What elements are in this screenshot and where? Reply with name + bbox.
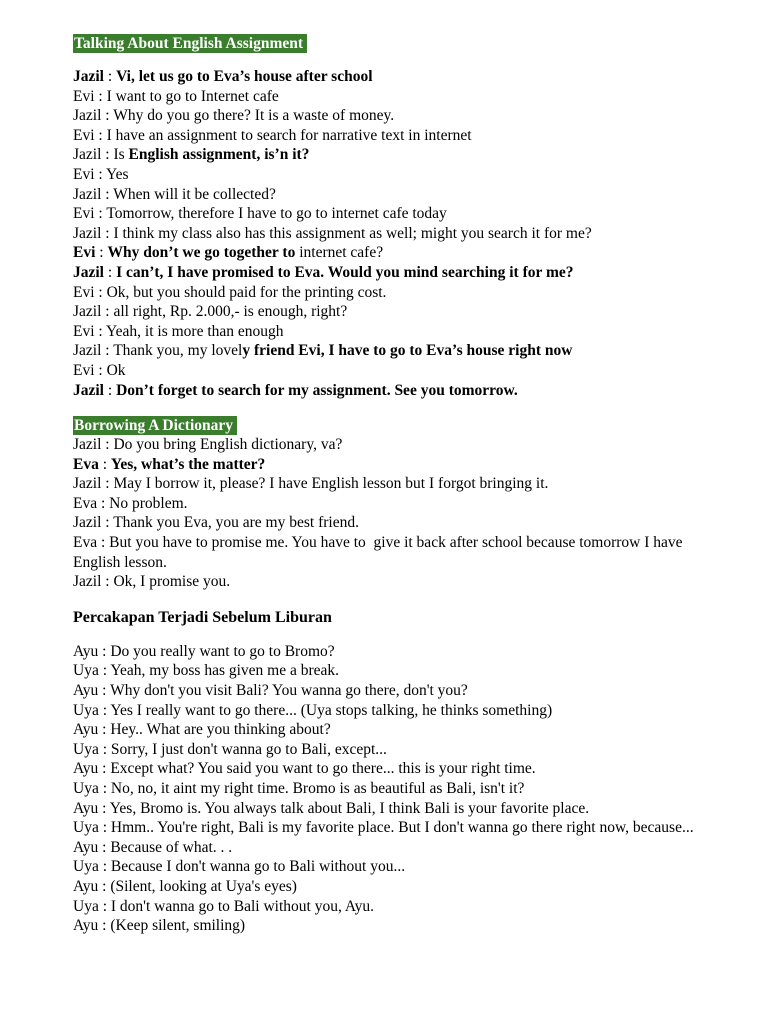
dialogue-lines <box>73 67 703 400</box>
line-text: Do you really want to go to Bromo? <box>110 642 335 660</box>
line-text: Because of what. . . <box>110 838 233 856</box>
dialogue-line: Jazil : all right, Rp. 2.000,- is enough, right? <box>73 303 348 321</box>
line-text: Is <box>113 146 129 164</box>
dialogue-line: Ayu : Why don't you visit Bali? You wanna go there, don't you? <box>73 682 468 700</box>
line-text: Sorry, I just don't wanna go to Bali, except... <box>110 740 387 758</box>
dialogue-line: Jazil : Why do you go there? It is a waste of money. <box>73 107 395 125</box>
line-text: But you have to promise me. You have to give it back after school because tomorrow I have English lesson. <box>73 534 687 571</box>
line-text: Hey.. What are you thinking about? <box>110 721 331 739</box>
speaker-name: Ayu <box>73 917 99 935</box>
speaker-name: Uya <box>73 858 99 876</box>
line-text: I want to go to Internet cafe <box>106 87 279 105</box>
dialogue-line: Ayu : Because of what. . . <box>73 838 233 856</box>
line-text: Ok, but you should paid for the printing cost. <box>106 283 387 301</box>
section-heading: Percakapan Terjadi Sebelum Liburan <box>73 608 332 626</box>
line-text: Thank you, my lovel <box>113 342 243 360</box>
line-text: May I borrow it, please? I have English lesson but I forgot bringing it. <box>113 475 549 493</box>
speaker-name: Jazil <box>73 381 104 399</box>
line-text: Yes, Bromo is. You always talk about Bali, I think Bali is your favorite place. <box>109 799 590 817</box>
dialogue-line: Evi : I have an assignment to search for narrative text in internet <box>73 126 472 144</box>
line-text: I think my class also has this assignment as well; might you search it for me? <box>113 224 592 242</box>
dialogue-line: Jazil : I can’t, I have promised to Eva. Would you mind searching it for me? <box>73 263 574 281</box>
speaker-name: Ayu <box>73 877 99 895</box>
speaker-name: Evi <box>73 244 96 262</box>
line-text: Ok <box>106 361 126 379</box>
line-text: Because I don't wanna go to Bali without you... <box>110 858 406 876</box>
dialogue-line: Uya : I don't wanna go to Bali without you, Ayu. <box>73 897 375 915</box>
dialogue-line: Ayu : Yes, Bromo is. You always talk about Bali, I think Bali is your favorite place. <box>73 799 590 817</box>
dialogue-line: Ayu : Do you really want to go to Bromo? <box>73 642 335 660</box>
dialogue-line: Jazil : Thank you, my lovely friend Evi, I have to go to Eva’s house right now <box>73 342 573 360</box>
dialogue-line: Jazil : Do you bring English dictionary, va? <box>73 436 343 454</box>
dialogue-line: Uya : Yes I really want to go there... (Uya stops talking, he thinks something) <box>73 701 553 719</box>
speaker-name: Jazil <box>73 303 102 321</box>
speaker-name: Jazil <box>73 185 102 203</box>
dialogue-line: Eva : Yes, what’s the matter? <box>73 455 266 473</box>
speaker-name: Uya <box>73 780 99 797</box>
line-text: Yeah, it is more than enough <box>106 322 284 340</box>
dialogue-line: Ayu : (Silent, looking at Uya's eyes) <box>73 877 297 895</box>
speaker-name: Jazil <box>73 475 102 493</box>
dialogue-line: Evi : Yes <box>73 165 129 183</box>
speaker-name: Evi <box>73 205 95 223</box>
dialogue-line: Uya : Sorry, I just don't wanna go to Bali, except... <box>73 740 387 758</box>
dialogue-line: Eva : No problem. <box>73 494 188 512</box>
speaker-name: Evi <box>73 165 95 183</box>
speaker-name: Uya <box>73 662 99 680</box>
speaker-name: Jazil <box>73 146 102 164</box>
section-english-assignment <box>73 34 703 400</box>
line-text: all right, Rp. 2.000,- is enough, right? <box>113 303 348 321</box>
dialogue-line: Evi : Yeah, it is more than enough <box>73 322 284 340</box>
speaker-name: Jazil <box>73 514 102 532</box>
line-text: Don’t forget to search for my assignment. See you tomorrow. <box>116 381 518 399</box>
dialogue-line: Jazil : Vi, let us go to Eva’s house after school <box>73 68 373 85</box>
speaker-name: Ayu <box>73 838 99 856</box>
speaker-name: Eva <box>73 534 98 552</box>
dialogue-line: Uya : Hmm.. You're right, Bali is my favorite place. But I don't wanna go there right now, because... <box>73 819 694 837</box>
speaker-name: Jazil <box>73 224 102 242</box>
section-borrowing-dictionary <box>73 416 703 592</box>
line-text: I can’t, I have promised to Eva. Would you mind searching it for me? <box>116 263 574 281</box>
dialogue-line: Evi : Why don’t we go together to internet cafe? <box>73 244 384 262</box>
speaker-name: Uya <box>73 740 99 758</box>
line-text: Tomorrow, therefore I have to go to internet cafe today <box>106 205 447 223</box>
dialogue-line: Jazil : Thank you Eva, you are my best friend. <box>73 514 359 532</box>
dialogue-line: Evi : I want to go to Internet cafe <box>73 87 279 105</box>
line-text: Ok, I promise you. <box>113 573 231 591</box>
dialogue-line: Jazil : I think my class also has this assignment as well; might you search it for me? <box>73 224 592 242</box>
line-text: Why don’t we go together to <box>107 244 296 262</box>
dialogue-lines <box>73 642 703 936</box>
line-text: Yes I really want to go there... (Uya stops talking, he thinks something) <box>110 701 553 719</box>
document-page <box>73 34 703 936</box>
dialogue-line: Eva : But you have to promise me. You have to give it back after school because tomorrow I have English lesson. <box>73 534 687 571</box>
dialogue-line: Evi : Ok <box>73 361 126 379</box>
speaker-name: Uya <box>73 819 99 837</box>
line-text: Why don't you visit Bali? You wanna go there, don't you? <box>110 682 468 700</box>
speaker-name: Jazil <box>73 573 102 591</box>
speaker-name: Ayu <box>73 682 99 700</box>
line-text-plain: internet cafe? <box>295 244 384 262</box>
line-text-bold: y friend Evi, I have to go to Eva’s house right now <box>242 342 573 360</box>
speaker-name: Ayu <box>73 721 99 739</box>
speaker-name: Evi <box>73 126 95 144</box>
dialogue-line: Evi : Tomorrow, therefore I have to go to internet cafe today <box>73 205 447 223</box>
speaker-name: Ayu <box>73 760 99 778</box>
line-text: Vi, let us go to Eva’s house after school <box>116 68 373 85</box>
speaker-name: Jazil <box>73 263 104 281</box>
line-text-bold: English assignment, is’n it? <box>128 146 310 164</box>
line-text: (Silent, looking at Uya's eyes) <box>110 877 297 895</box>
speaker-name: Evi <box>73 322 95 340</box>
speaker-name: Eva <box>73 494 98 512</box>
dialogue-line: Ayu : Hey.. What are you thinking about? <box>73 721 331 739</box>
dialogue-line: Ayu : (Keep silent, smiling) <box>73 917 246 935</box>
line-text: Yeah, my boss has given me a break. <box>110 662 340 680</box>
line-text: Do you bring English dictionary, va? <box>113 436 343 454</box>
speaker-name: Jazil <box>73 436 102 454</box>
line-text: I have an assignment to search for narrative text in internet <box>106 126 472 144</box>
line-text: (Keep silent, smiling) <box>110 917 246 935</box>
line-text: Yes <box>106 165 129 183</box>
speaker-name: Ayu <box>73 799 99 817</box>
speaker-name: Eva <box>73 455 99 473</box>
section-title: Borrowing A Dictionary <box>73 416 237 435</box>
dialogue-lines <box>73 435 703 592</box>
dialogue-line: Ayu : Except what? You said you want to go there... this is your right time. <box>73 760 536 778</box>
line-text: I don't wanna go to Bali without you, Ayu. <box>110 897 375 915</box>
line-text: Thank you Eva, you are my best friend. <box>113 514 359 532</box>
section-title: Talking About English Assignment <box>73 34 307 53</box>
line-text: Except what? You said you want to go there... this is your right time. <box>110 760 536 778</box>
dialogue-line: Jazil : Don’t forget to search for my assignment. See you tomorrow. <box>73 381 518 399</box>
line-text: No problem. <box>109 494 188 512</box>
speaker-name: Evi <box>73 361 95 379</box>
line-text: Yes, what’s the matter? <box>110 455 266 473</box>
speaker-name: Jazil <box>73 107 102 125</box>
dialogue-line: Jazil : May I borrow it, please? I have English lesson but I forgot bringing it. <box>73 475 549 493</box>
dialogue-line: Jazil : Ok, I promise you. <box>73 573 231 591</box>
dialogue-line: Jazil : Is English assignment, is’n it? <box>73 146 310 164</box>
line-text: When will it be collected? <box>113 185 276 203</box>
speaker-name: Evi <box>73 283 95 301</box>
dialogue-line: Uya : No, no, it aint my right time. Bromo is as beautiful as Bali, isn't it? <box>73 780 525 797</box>
speaker-name: Uya <box>73 897 99 915</box>
line-text: Hmm.. You're right, Bali is my favorite place. But I don't wanna go there right now, because... <box>110 819 694 837</box>
line-text: No, no, it aint my right time. Bromo is as beautiful as Bali, isn't it? <box>110 780 525 797</box>
speaker-name: Evi <box>73 87 95 105</box>
speaker-name: Jazil <box>73 342 102 360</box>
dialogue-line: Evi : Ok, but you should paid for the printing cost. <box>73 283 387 301</box>
section-percakapan <box>73 608 703 936</box>
speaker-name: Ayu <box>73 642 99 660</box>
speaker-name: Jazil <box>73 68 104 85</box>
dialogue-line: Uya : Because I don't wanna go to Bali without you... <box>73 858 406 876</box>
line-text: Why do you go there? It is a waste of money. <box>113 107 395 125</box>
speaker-name: Uya <box>73 701 99 719</box>
dialogue-line: Jazil : When will it be collected? <box>73 185 276 203</box>
dialogue-line: Uya : Yeah, my boss has given me a break. <box>73 662 340 680</box>
